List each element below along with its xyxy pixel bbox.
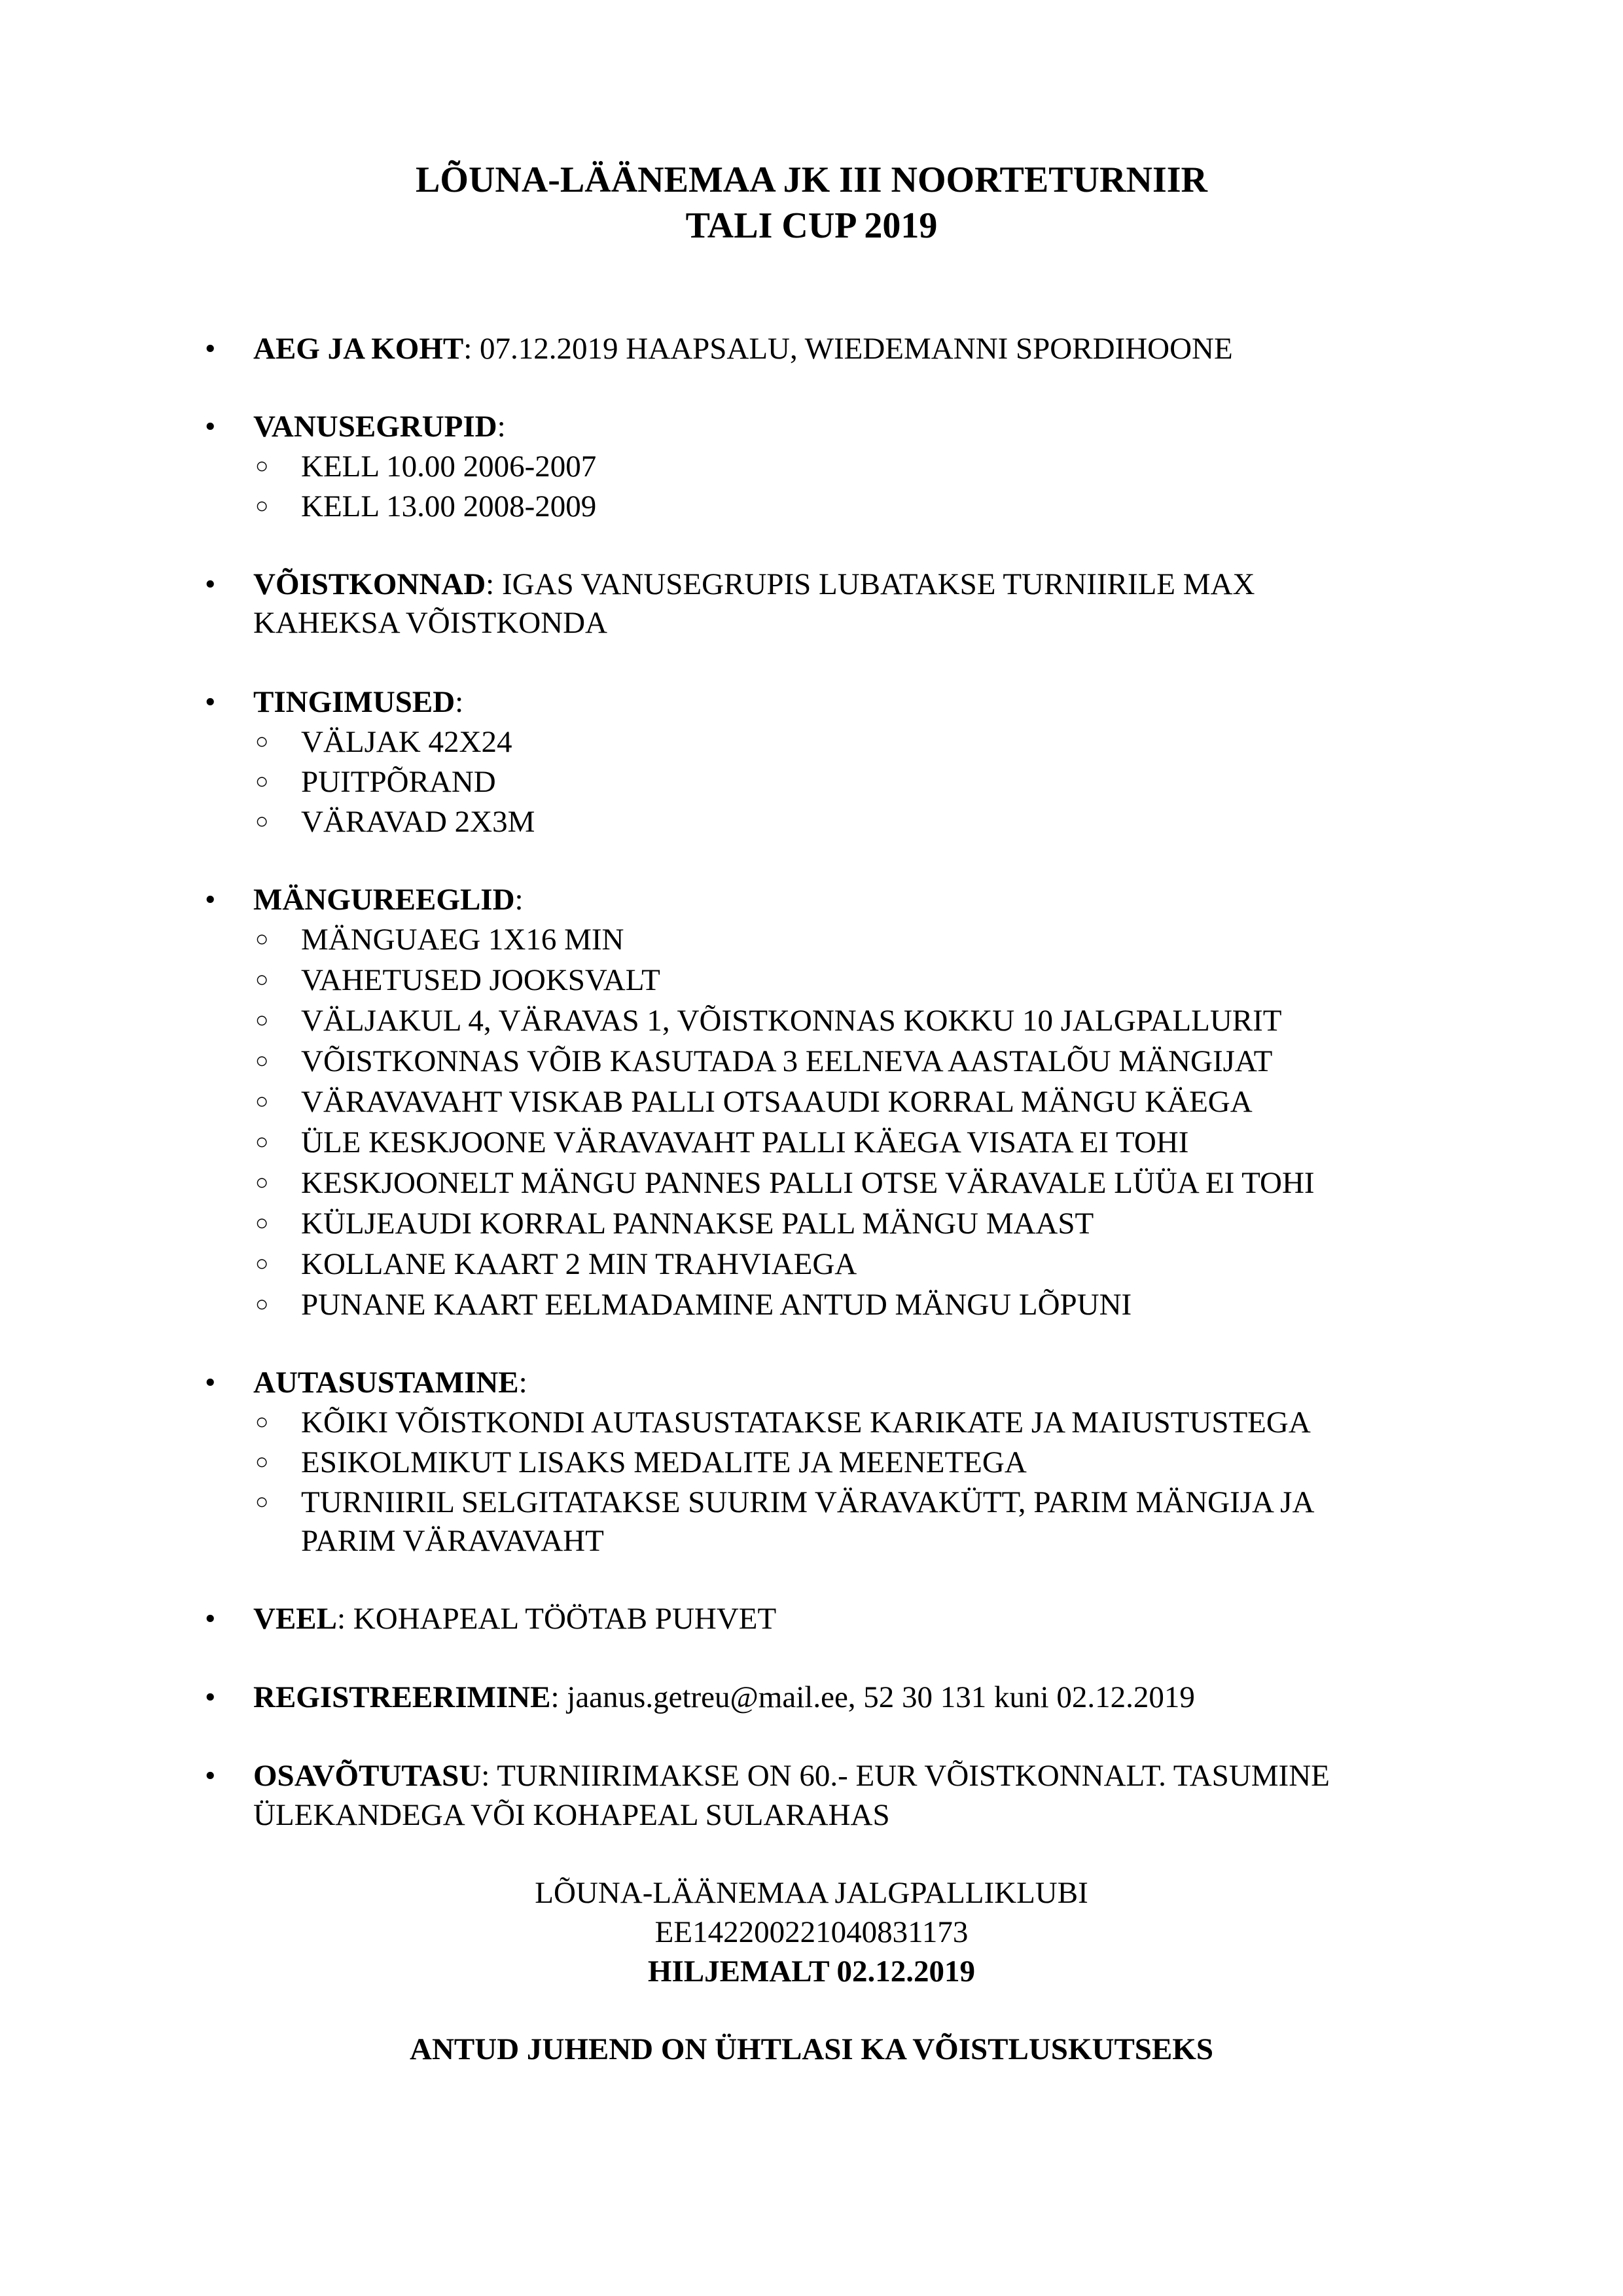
title-line-2: TALI CUP 2019 <box>685 205 938 246</box>
section-label: MÄNGUREEGLID <box>253 883 515 917</box>
list-item-text: TURNIIRIL SELGITATAKSE SUURIM VÄRAVAKÜTT, PARIM MÄNGIJA JA <box>301 1485 1315 1519</box>
list-item-text: VÄRAVAD 2X3M <box>301 805 535 839</box>
section-text <box>253 1599 1431 1638</box>
section-text <box>253 407 1431 446</box>
bullet-icon: • <box>205 1366 216 1400</box>
section-value: : <box>455 685 464 719</box>
circle-bullet-icon: ○ <box>255 1130 269 1154</box>
circle-bullet-icon: ○ <box>255 1252 269 1276</box>
list-item-text: KOLLANE KAART 2 MIN TRAHVIAEGA <box>301 1247 857 1281</box>
circle-bullet-icon: ○ <box>255 1490 269 1514</box>
bullet-icon: • <box>205 1680 216 1714</box>
list-item-text: KELL 10.00 2006-2007 <box>301 450 597 484</box>
list-item-text: PUITPÕRAND <box>301 765 496 799</box>
section-value: : <box>514 883 524 917</box>
closing-note: ANTUD JUHEND ON ÜHTLASI KA VÕISTLUSKUTSEKS <box>410 2032 1213 2066</box>
section-value: : jaanus.getreu@mail.ee, 52 30 131 kuni 02.12.2019 <box>550 1680 1195 1714</box>
bullet-icon: • <box>205 410 216 444</box>
list-item-text: VÕISTKONNAS VÕIB KASUTADA 3 EELNEVA AASTALÕU MÄNGIJAT <box>301 1044 1273 1078</box>
list-item-text: ESIKOLMIKUT LISAKS MEDALITE JA MEENETEGA <box>301 1445 1027 1479</box>
list-item-text: KÜLJEAUDI KORRAL PANNAKSE PALL MÄNGU MAAST <box>301 1207 1094 1241</box>
circle-bullet-icon: ○ <box>255 494 269 518</box>
circle-bullet-icon: ○ <box>255 1089 269 1114</box>
section-value-line-2: KAHEKSA VÕISTKONDA <box>253 606 607 640</box>
section-label: REGISTREERIMINE <box>253 1680 551 1714</box>
circle-bullet-icon: ○ <box>255 968 269 992</box>
list-item-text: KESKJOONELT MÄNGU PANNES PALLI OTSE VÄRAVALE LÜÜA EI TOHI <box>301 1166 1315 1200</box>
club-name: LÕUNA-LÄÄNEMAA JALGPALLIKLUBI <box>535 1876 1088 1910</box>
list-item-text: KÕIKI VÕISTKONDI AUTASUSTATAKSE KARIKATE JA MAIUSTUSTEGA <box>301 1405 1311 1439</box>
circle-bullet-icon: ○ <box>255 1049 269 1073</box>
bullet-icon: • <box>205 883 216 917</box>
circle-bullet-icon: ○ <box>255 730 269 754</box>
section-text <box>253 1678 1431 1717</box>
circle-bullet-icon: ○ <box>255 1410 269 1434</box>
circle-bullet-icon: ○ <box>255 769 269 794</box>
section-label: TINGIMUSED <box>253 685 455 719</box>
section-label: VÕISTKONNAD <box>253 567 486 601</box>
list-item-text-line-2: PARIM VÄRAVAVAHT <box>301 1524 604 1558</box>
iban: EE142200221040831173 <box>654 1915 969 1949</box>
section-text <box>253 565 1431 604</box>
section-value: : <box>497 410 506 444</box>
section-value: : <box>518 1366 527 1400</box>
circle-bullet-icon: ○ <box>255 454 269 478</box>
list-item-text: PUNANE KAART EELMADAMINE ANTUD MÄNGU LÕPUNI <box>301 1288 1132 1322</box>
circle-bullet-icon: ○ <box>255 927 269 951</box>
circle-bullet-icon: ○ <box>255 1292 269 1316</box>
title-line-1: LÕUNA-LÄÄNEMAA JK III NOORTETURNIIR <box>416 160 1207 200</box>
list-item-text: MÄNGUAEG 1X16 MIN <box>301 923 624 957</box>
section-value: : IGAS VANUSEGRUPIS LUBATAKSE TURNIIRILE MAX <box>486 567 1255 601</box>
bullet-icon: • <box>205 1759 216 1793</box>
bullet-icon: • <box>205 567 216 601</box>
section-text <box>253 880 1431 919</box>
section-label: AUTASUSTAMINE <box>253 1366 519 1400</box>
bullet-icon: • <box>205 332 216 366</box>
list-item-text: VÄLJAK 42X24 <box>301 725 512 759</box>
section-label: AEG JA KOHT <box>253 332 464 366</box>
list-item-text: VAHETUSED JOOKSVALT <box>301 963 660 997</box>
section-text <box>253 1363 1431 1402</box>
circle-bullet-icon: ○ <box>255 1008 269 1033</box>
section-label: VANUSEGRUPID <box>253 410 497 444</box>
list-item-text: VÄLJAKUL 4, VÄRAVAS 1, VÕISTKONNAS KOKKU 10 JALGPALLURIT <box>301 1004 1282 1038</box>
section-label: OSAVÕTUTASU <box>253 1759 482 1793</box>
list-item-text: ÜLE KESKJOONE VÄRAVAVAHT PALLI KÄEGA VISATA EI TOHI <box>301 1125 1189 1159</box>
payment-deadline: HILJEMALT 02.12.2019 <box>647 1954 976 1988</box>
circle-bullet-icon: ○ <box>255 1450 269 1474</box>
list-item-text: VÄRAVAVAHT VISKAB PALLI OTSAAUDI KORRAL MÄNGU KÄEGA <box>301 1085 1253 1119</box>
section-text <box>253 1756 1431 1795</box>
section-value: : 07.12.2019 HAAPSALU, WIEDEMANNI SPORDIHOONE <box>463 332 1233 366</box>
circle-bullet-icon: ○ <box>255 809 269 834</box>
list-item-text: KELL 13.00 2008-2009 <box>301 489 597 523</box>
section-text <box>253 682 1431 722</box>
section-value: : KOHAPEAL TÖÖTAB PUHVET <box>337 1602 777 1636</box>
section-value: : TURNIIRIMAKSE ON 60.- EUR VÕISTKONNALT. TASUMINE <box>481 1759 1330 1793</box>
section-text <box>253 329 1431 368</box>
circle-bullet-icon: ○ <box>255 1171 269 1195</box>
section-label: VEEL <box>253 1602 337 1636</box>
section-value-line-2: ÜLEKANDEGA VÕI KOHAPEAL SULARAHAS <box>253 1798 890 1832</box>
bullet-icon: • <box>205 685 216 719</box>
circle-bullet-icon: ○ <box>255 1211 269 1235</box>
bullet-icon: • <box>205 1602 216 1636</box>
